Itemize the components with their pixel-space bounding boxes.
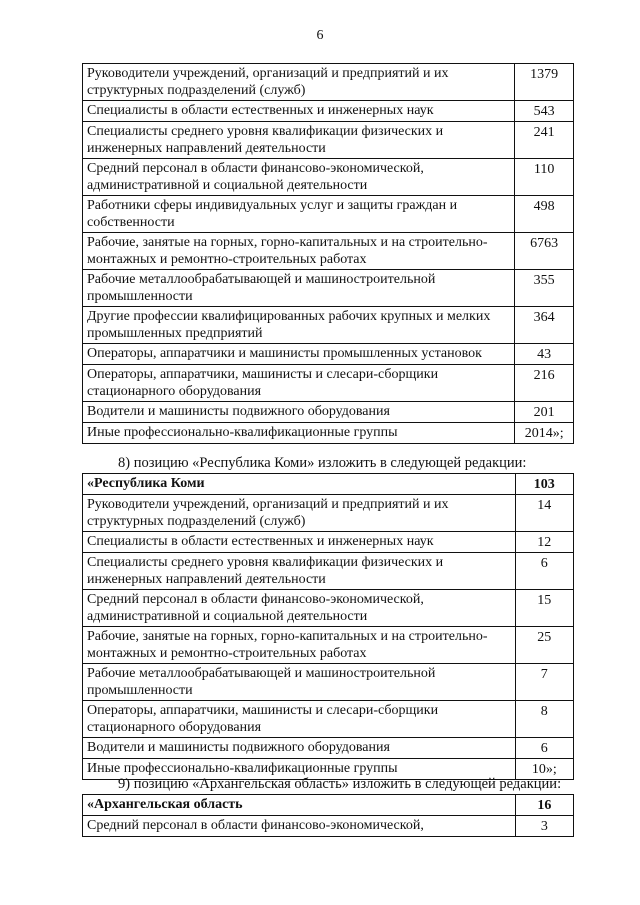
occupation-count: 3 [515, 816, 573, 837]
occupation-name: Руководители учреждений, организаций и предприятий и их структурных подразделений (служб) [83, 495, 516, 532]
region-name: «Архангельская область [83, 795, 516, 816]
table-row [83, 664, 574, 701]
occupation-name: Специалисты в области естественных и инженерных наук [83, 101, 515, 122]
occupation-count: 25 [515, 627, 573, 664]
occupation-count: 7 [515, 664, 573, 701]
occupation-count: 14 [515, 495, 573, 532]
paragraph-9: 9) позицию «Архангельская область» изложить в следующей редакции: [118, 776, 562, 792]
region-total: 103 [515, 474, 573, 495]
table-row [83, 233, 574, 270]
occupation-count: 110 [515, 159, 574, 196]
occupation-count: 543 [515, 101, 574, 122]
table-row [83, 402, 574, 423]
occupation-count: 498 [515, 196, 574, 233]
table-row [83, 553, 574, 590]
occupation-name: Специалисты в области естественных и инженерных наук [83, 532, 516, 553]
table-komi [82, 473, 574, 780]
table-row [83, 159, 574, 196]
occupation-name: Рабочие металлообрабатывающей и машиностроительной промышленности [83, 664, 516, 701]
table-header-row [83, 795, 574, 816]
occupation-count: 8 [515, 701, 573, 738]
occupation-name: Водители и машинисты подвижного оборудования [83, 738, 516, 759]
occupation-count: 15 [515, 590, 573, 627]
table-arkhangelsk [82, 794, 574, 837]
occupation-count: 2014»; [515, 423, 574, 444]
table-row [83, 627, 574, 664]
occupation-name: Рабочие, занятые на горных, горно-капитальных и на строительно-монтажных и ремонтно-строительных работах [83, 627, 516, 664]
occupation-name: Специалисты среднего уровня квалификации физических и инженерных направлений деятельности [83, 122, 515, 159]
table-row [83, 590, 574, 627]
table-row [83, 701, 574, 738]
page-number: 6 [316, 28, 324, 43]
occupation-name: Специалисты среднего уровня квалификации физических и инженерных направлений деятельности [83, 553, 516, 590]
occupation-count: 355 [515, 270, 574, 307]
occupation-name: Руководители учреждений, организаций и предприятий и их структурных подразделений (служб) [83, 64, 515, 101]
occupation-count: 6763 [515, 233, 574, 270]
occupation-count: 6 [515, 553, 573, 590]
occupation-name: Операторы, аппаратчики, машинисты и слесари-сборщики стационарного оборудования [83, 365, 515, 402]
table-row [83, 495, 574, 532]
occupation-count: 216 [515, 365, 574, 402]
occupation-name: Водители и машинисты подвижного оборудования [83, 402, 515, 423]
table-occupations-1 [82, 63, 574, 444]
occupation-name: Операторы, аппаратчики, машинисты и слесари-сборщики стационарного оборудования [83, 701, 516, 738]
occupation-name: Средний персонал в области финансово-экономической, административной и социальной деятельности [83, 159, 515, 196]
occupation-count: 43 [515, 344, 574, 365]
table-row [83, 738, 574, 759]
region-name: «Республика Коми [83, 474, 516, 495]
table-row [83, 816, 574, 837]
table-header-row [83, 474, 574, 495]
occupation-count: 12 [515, 532, 573, 553]
region-total: 16 [515, 795, 573, 816]
occupation-name: Другие профессии квалифицированных рабочих крупных и мелких промышленных предприятий [83, 307, 515, 344]
table-row [83, 64, 574, 101]
occupation-name: Иные профессионально-квалификационные группы [83, 759, 516, 780]
occupation-name: Средний персонал в области финансово-экономической, административной и социальной деятельности [83, 590, 516, 627]
occupation-name: Средний персонал в области финансово-экономической, [83, 816, 516, 837]
paragraph-8: 8) позицию «Республика Коми» изложить в следующей редакции: [118, 455, 527, 471]
table-row [83, 344, 574, 365]
table-row [83, 270, 574, 307]
table-row [83, 365, 574, 402]
table-row [83, 122, 574, 159]
table-row [83, 423, 574, 444]
occupation-count: 6 [515, 738, 573, 759]
occupation-count: 1379 [515, 64, 574, 101]
occupation-count: 10»; [515, 759, 573, 780]
occupation-count: 201 [515, 402, 574, 423]
table-row [83, 196, 574, 233]
occupation-name: Рабочие металлообрабатывающей и машиностроительной промышленности [83, 270, 515, 307]
occupation-name: Операторы, аппаратчики и машинисты промышленных установок [83, 344, 515, 365]
table-row [83, 101, 574, 122]
occupation-name: Иные профессионально-квалификационные группы [83, 423, 515, 444]
occupation-name: Работники сферы индивидуальных услуг и защиты граждан и собственности [83, 196, 515, 233]
occupation-count: 241 [515, 122, 574, 159]
occupation-name: Рабочие, занятые на горных, горно-капитальных и на строительно-монтажных и ремонтно-строительных работах [83, 233, 515, 270]
occupation-count: 364 [515, 307, 574, 344]
table-row [83, 307, 574, 344]
table-row [83, 532, 574, 553]
